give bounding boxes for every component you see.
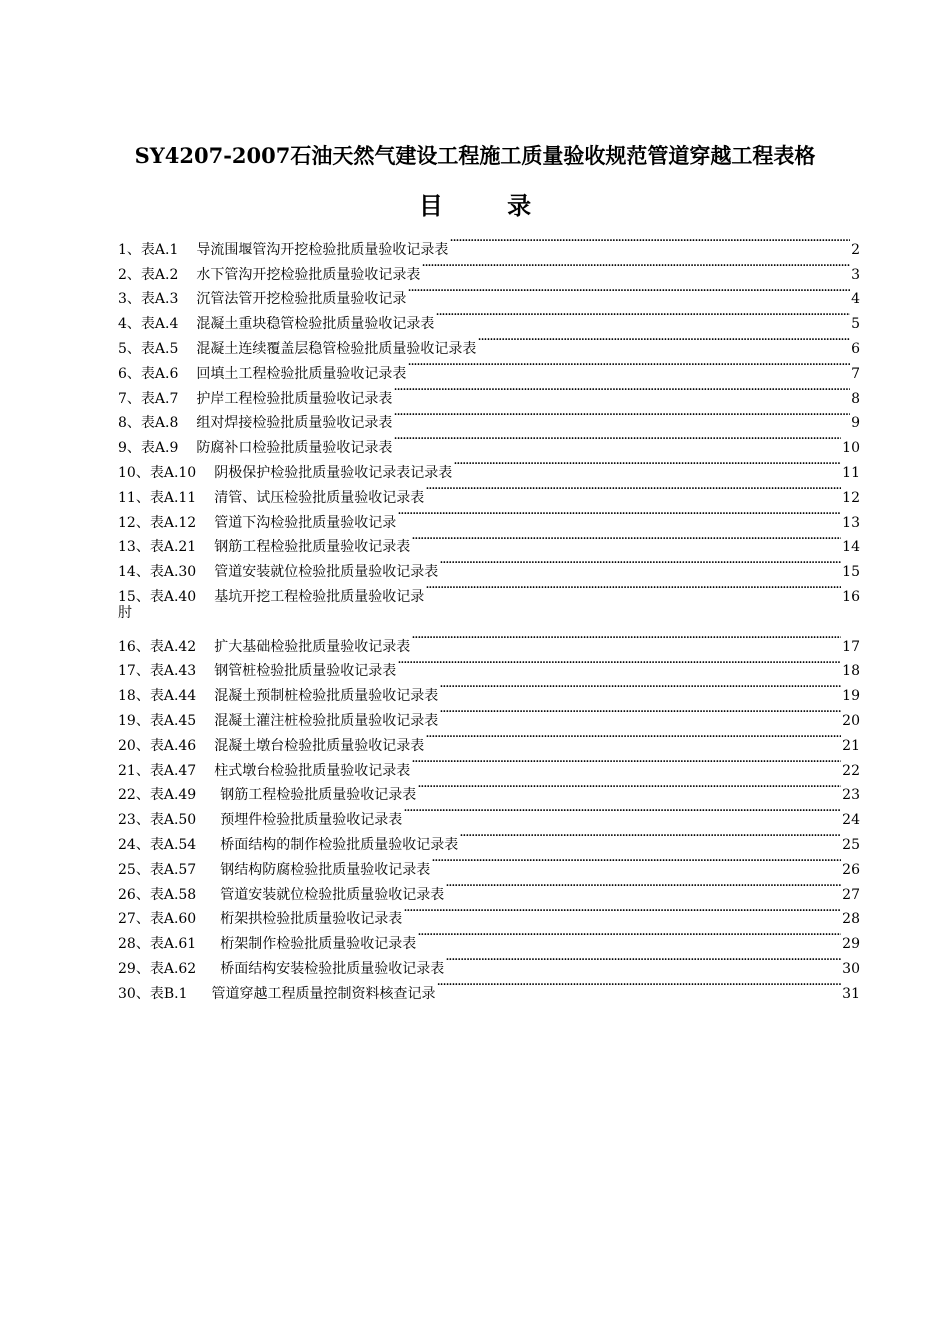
toc-leader-dots	[421, 254, 850, 279]
toc-entry-page: 24	[842, 812, 860, 829]
toc-entry-number: 11、	[118, 489, 150, 506]
toc-entry-number: 16、	[118, 638, 150, 655]
toc-entry-code: 表A.54	[149, 836, 197, 853]
toc-entry-number: 12、	[118, 514, 150, 531]
toc-entry-page: 27	[842, 886, 860, 903]
toc-entry-number: 20、	[118, 737, 150, 754]
toc-entry-wrap-text: 肘	[118, 604, 132, 621]
toc-leader-dots	[403, 899, 841, 924]
toc-entry-page: 17	[842, 638, 860, 655]
toc-entry-code: 表A.21	[149, 539, 197, 556]
toc-entry-page: 11	[842, 464, 860, 481]
toc-entry-title: 混凝土重块稳管检验批质量验收记录表	[196, 316, 435, 333]
toc-entry-code: 表A.8	[140, 415, 179, 432]
toc-entry-title: 混凝土墩台检验批质量验收记录表	[214, 737, 425, 754]
toc-entry-number: 1、	[118, 241, 141, 258]
toc-entry-number: 27、	[118, 911, 150, 928]
toc-entry-title: 混凝土连续覆盖层稳管检验批质量验收记录表	[196, 340, 477, 357]
toc-entry-number: 10、	[118, 464, 150, 481]
toc-entry-number: 15、	[118, 588, 150, 605]
toc-entry-title: 桁架拱检验批质量验收记录表	[220, 911, 403, 928]
toc-entry-number: 18、	[118, 688, 150, 705]
toc-entry-title: 钢筋工程检验批质量验收记录表	[220, 787, 417, 804]
toc-leader-dots	[425, 576, 841, 601]
toc-entry-title: 管道穿越工程质量控制资料核查记录	[211, 985, 436, 1002]
toc-entry-page: 21	[842, 737, 860, 754]
toc-entry-code: 表A.10	[149, 464, 197, 481]
toc-leader-dots	[439, 675, 841, 700]
toc-leader-dots	[449, 229, 850, 254]
toc-entry-page: 15	[842, 564, 860, 581]
toc-entry-page: 28	[842, 911, 860, 928]
toc-entry-title: 清管、试压检验批质量验收记录表	[214, 489, 425, 506]
toc-entry-title: 组对焊接检验批质量验收记录表	[196, 415, 393, 432]
toc-leader-dots	[435, 303, 850, 328]
toc-entry-title: 混凝土预制桩检验批质量验收记录表	[214, 688, 439, 705]
toc-entry-title: 柱式墩台检验批质量验收记录表	[214, 762, 411, 779]
toc-entry-number: 3、	[118, 291, 141, 308]
toc-entry-code: 表A.3	[140, 291, 179, 308]
toc-entry-title: 基坑开挖工程检验批质量验收记录	[214, 588, 425, 605]
toc-entry-number: 4、	[118, 316, 141, 333]
toc-entry-number: 14、	[118, 564, 150, 581]
toc-entry-title: 管道下沟检验批质量验收记录	[214, 514, 397, 531]
table-of-contents	[118, 229, 860, 1002]
toc-entry-number: 5、	[118, 340, 141, 357]
toc-entry-number: 8、	[118, 415, 141, 432]
toc-leader-dots	[393, 378, 850, 403]
toc-entry-code: 表A.43	[149, 663, 197, 680]
toc-entry-title: 桥面结构安装检验批质量验收记录表	[220, 960, 445, 977]
toc-leader-dots	[445, 874, 841, 899]
toc-entry-code: 表A.46	[149, 737, 197, 754]
toc-entry-code: 表A.9	[140, 440, 179, 457]
toc-leader-dots	[439, 551, 841, 576]
toc-entry-code: 表B.1	[149, 985, 188, 1002]
toc-entry-page: 31	[842, 985, 860, 1002]
toc-entry[interactable]	[118, 626, 860, 655]
toc-entry-page: 8	[851, 390, 860, 407]
toc-entry-code: 表A.57	[149, 861, 197, 878]
toc-entry-page: 14	[842, 539, 860, 556]
toc-entry-code: 表A.47	[149, 762, 197, 779]
toc-entry-code: 表A.40	[149, 588, 197, 605]
toc-entry-code: 表A.44	[149, 688, 197, 705]
toc-leader-dots	[407, 279, 850, 304]
toc-leader-dots	[397, 502, 841, 527]
toc-entry-code: 表A.42	[149, 638, 197, 655]
toc-entry-page: 20	[842, 712, 860, 729]
toc-entry-title: 管道安装就位检验批质量验收记录表	[220, 886, 445, 903]
toc-entry-title: 管道安装就位检验批质量验收记录表	[214, 564, 439, 581]
toc-entry-title: 护岸工程检验批质量验收记录表	[196, 390, 393, 407]
toc-entry-code: 表A.50	[149, 812, 197, 829]
toc-entry-page: 16	[842, 588, 860, 605]
toc-entry-number: 28、	[118, 936, 150, 953]
toc-entry-number: 9、	[118, 440, 141, 457]
toc-leader-dots	[431, 849, 841, 874]
toc-leader-dots	[417, 923, 841, 948]
toc-leader-dots	[411, 626, 841, 651]
toc-entry-page: 23	[842, 787, 860, 804]
toc-entry-code: 表A.30	[149, 564, 197, 581]
toc-entry-code: 表A.58	[149, 886, 197, 903]
toc-entry-title: 水下管沟开挖检验批质量验收记录表	[196, 266, 421, 283]
document-title: SY4207-2007石油天然气建设工程施工质量验收规范管道穿越工程表格	[134, 143, 816, 168]
toc-entry-page: 12	[842, 489, 860, 506]
toc-entry-title: 阴极保护检验批质量验收记录表记录表	[214, 464, 453, 481]
toc-entry-code: 表A.12	[149, 514, 197, 531]
toc-entry-number: 25、	[118, 861, 150, 878]
toc-entry-number: 26、	[118, 886, 150, 903]
toc-entry-title: 桥面结构的制作检验批质量验收记录表	[220, 836, 459, 853]
toc-leader-dots	[407, 353, 850, 378]
toc-entry-page: 5	[851, 316, 860, 333]
toc-leader-dots	[411, 527, 841, 552]
toc-leader-dots	[411, 750, 841, 775]
toc-entry-page: 10	[842, 440, 860, 457]
toc-entry[interactable]	[118, 229, 860, 258]
toc-entry-code: 表A.60	[149, 911, 197, 928]
toc-entry-code: 表A.61	[149, 936, 197, 953]
toc-entry-page: 25	[842, 836, 860, 853]
toc-entry-number: 2、	[118, 266, 141, 283]
toc-entry-number: 21、	[118, 762, 150, 779]
toc-leader-dots	[393, 403, 850, 428]
toc-entry-title: 钢管桩检验批质量验收记录表	[214, 663, 397, 680]
toc-entry-page: 19	[842, 688, 860, 705]
toc-leader-dots	[393, 427, 841, 452]
toc-heading: 目 录	[418, 191, 560, 220]
toc-entry-page: 30	[842, 960, 860, 977]
toc-entry-page: 13	[842, 514, 860, 531]
toc-entry-number: 13、	[118, 539, 150, 556]
toc-entry-title: 钢结构防腐检验批质量验收记录表	[220, 861, 431, 878]
toc-entry-page: 4	[851, 291, 860, 308]
toc-leader-dots	[445, 948, 841, 973]
toc-leader-dots	[403, 799, 841, 824]
toc-entry-title: 混凝土灌注桩检验批质量验收记录表	[214, 712, 439, 729]
toc-entry-page: 22	[842, 762, 860, 779]
toc-entry-title: 回填土工程检验批质量验收记录表	[196, 365, 407, 382]
toc-leader-dots	[417, 775, 841, 800]
toc-entry-code: 表A.6	[140, 365, 179, 382]
toc-entry-number: 30、	[118, 985, 150, 1002]
toc-leader-dots	[439, 700, 841, 725]
toc-entry-number: 24、	[118, 836, 150, 853]
toc-entry-title: 导流围堰管沟开挖检验批质量验收记录表	[196, 241, 449, 258]
toc-entry-title: 预埋件检验批质量验收记录表	[220, 812, 403, 829]
toc-entry-number: 6、	[118, 365, 141, 382]
toc-entry-page: 2	[851, 241, 860, 258]
toc-entry-code: 表A.45	[149, 712, 197, 729]
toc-entry-code: 表A.11	[149, 489, 197, 506]
toc-entry-title: 钢筋工程检验批质量验收记录表	[214, 539, 411, 556]
toc-entry-code: 表A.49	[149, 787, 197, 804]
toc-entry-code: 表A.7	[140, 390, 179, 407]
toc-entry-code: 表A.62	[149, 960, 197, 977]
toc-entry-number: 7、	[118, 390, 141, 407]
toc-entry-page: 3	[851, 266, 860, 283]
toc-entry-number: 19、	[118, 712, 150, 729]
toc-leader-dots	[436, 973, 841, 998]
toc-leader-dots	[477, 328, 850, 353]
toc-entry-page: 9	[851, 415, 860, 432]
toc-leader-dots	[459, 824, 841, 849]
toc-entry-page: 7	[851, 365, 860, 382]
toc-entry-code: 表A.4	[140, 316, 179, 333]
toc-entry-title: 沉管法管开挖检验批质量验收记录	[196, 291, 407, 308]
toc-leader-dots	[425, 477, 841, 502]
toc-entry-number: 29、	[118, 960, 150, 977]
toc-entry-title: 防腐补口检验批质量验收记录表	[196, 440, 393, 457]
toc-entry-page: 18	[842, 663, 860, 680]
toc-leader-dots	[397, 651, 841, 676]
toc-leader-dots	[425, 725, 841, 750]
toc-leader-dots	[453, 452, 841, 477]
toc-entry-title: 扩大基础检验批质量验收记录表	[214, 638, 411, 655]
toc-entry-page: 6	[851, 340, 860, 357]
toc-entry-code: 表A.2	[140, 266, 179, 283]
toc-entry-page: 29	[842, 936, 860, 953]
toc-entry-code: 表A.1	[140, 241, 179, 258]
toc-entry-page: 26	[842, 861, 860, 878]
toc-entry-number: 17、	[118, 663, 150, 680]
toc-entry-number: 22、	[118, 787, 150, 804]
toc-entry-title: 桁架制作检验批质量验收记录表	[220, 936, 417, 953]
toc-entry-number: 23、	[118, 812, 150, 829]
toc-entry-code: 表A.5	[140, 340, 179, 357]
